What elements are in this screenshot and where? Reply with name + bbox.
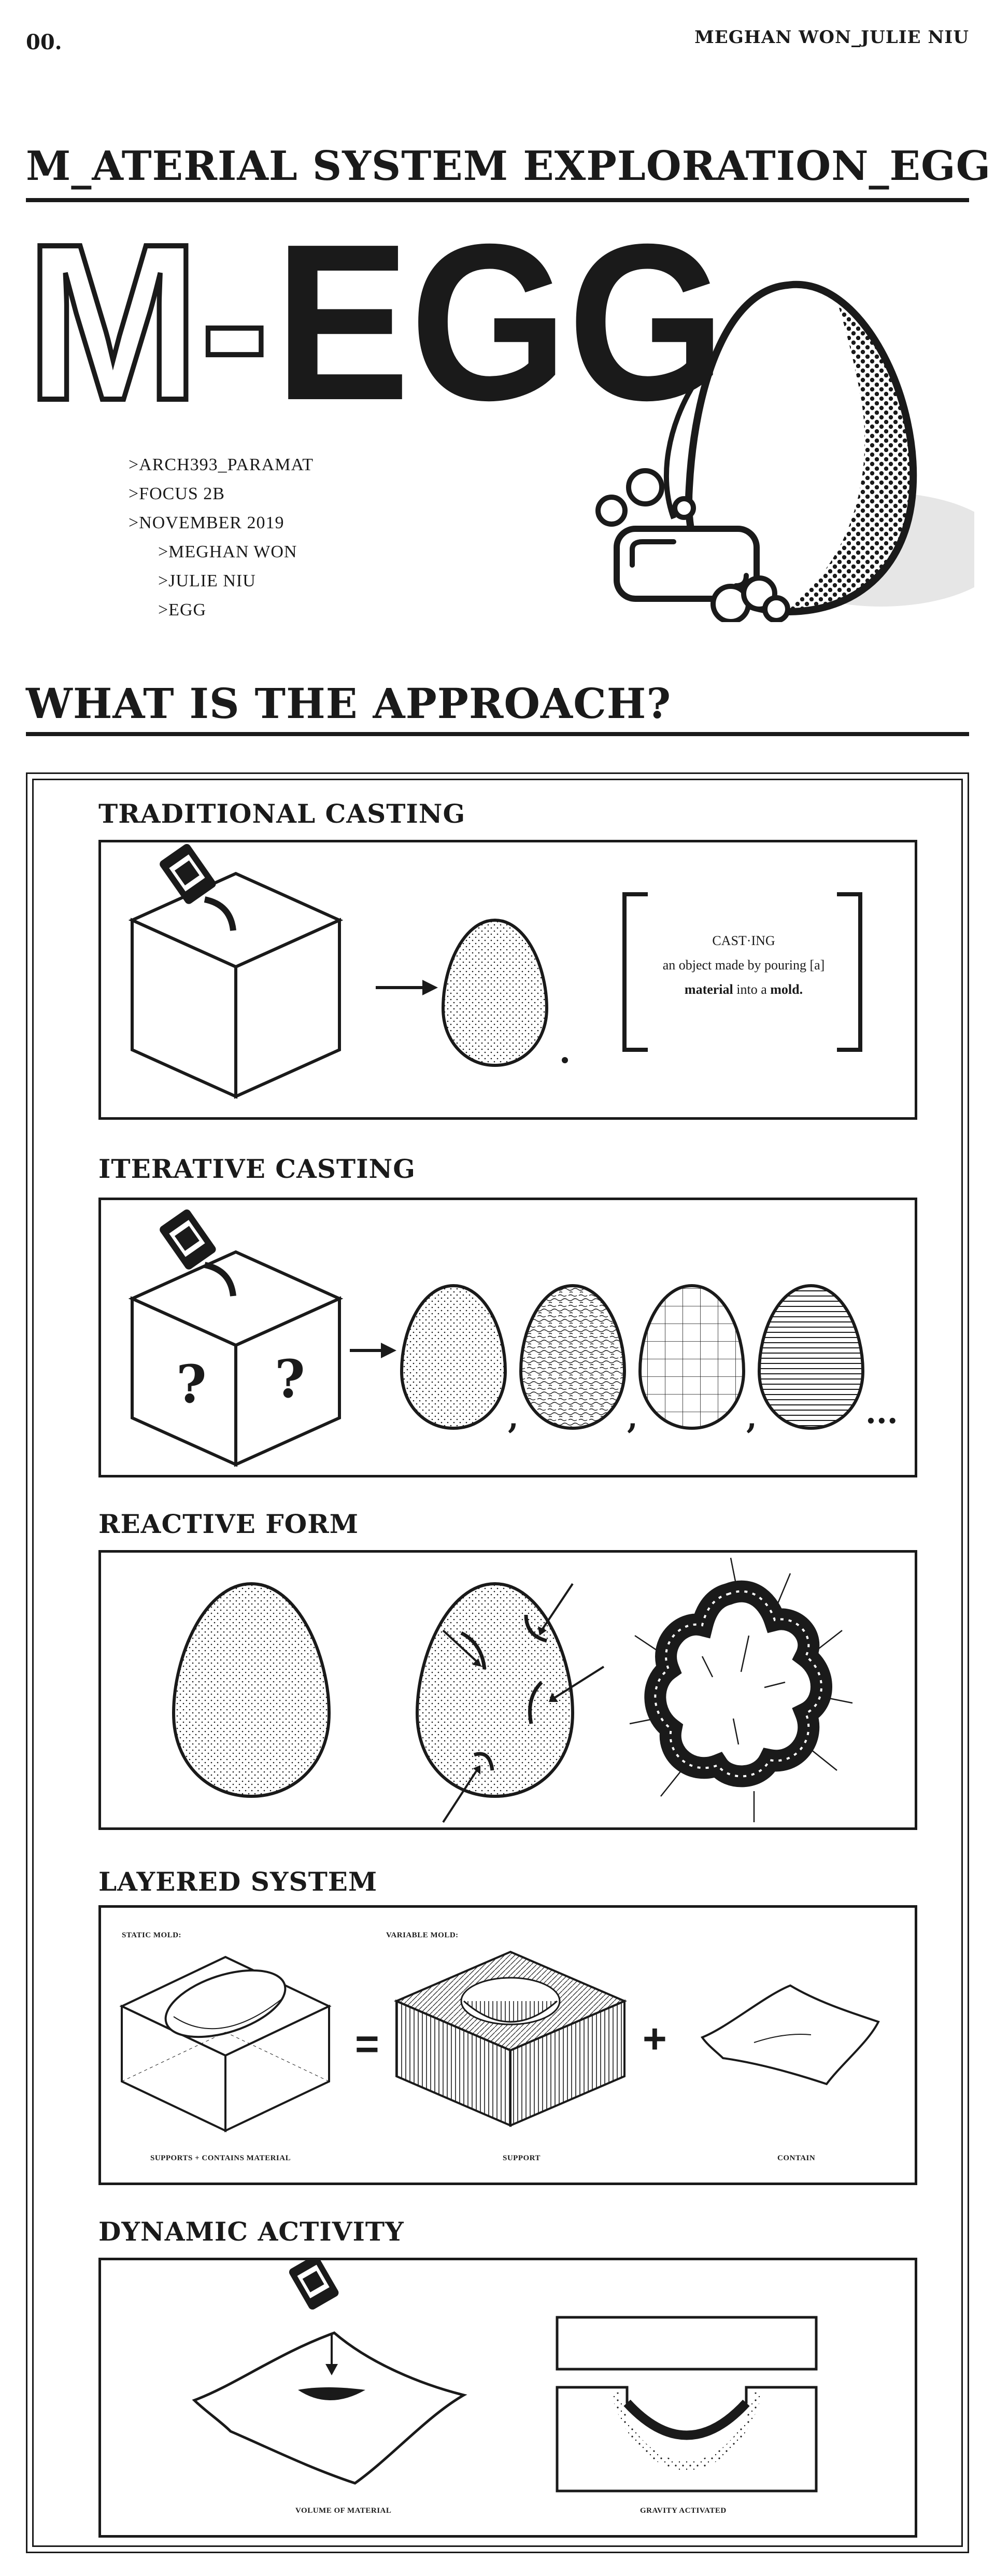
logo-m: M- [26,228,269,447]
authors: MEGHAN WON_JULIE NIU [694,27,969,48]
section-rule [26,732,969,736]
iterative-casting-panel [98,1198,917,1477]
meta-course: >ARCH393_PARAMAT [129,455,314,474]
section-title: WHAT IS THE APPROACH? [26,679,672,728]
traditional-casting-panel [98,840,917,1120]
static-mold-label: STATIC MOLD: [122,1931,182,1939]
definition-line-1: an object made by pouring [a] [662,958,825,973]
plus-sign: + [643,2016,667,2062]
logo-illustration [21,228,974,622]
definition-material: material [684,982,733,997]
iterative-ellipsis: ... [865,1395,898,1431]
equals-sign: = [355,2021,379,2067]
title-rule [26,198,969,202]
layered-system-panel [98,1905,917,2185]
variable-mold-label: VARIABLE MOLD: [386,1931,459,1939]
reactive-form-title: REACTIVE FORM [98,1509,359,1539]
meta-subject: >EGG [158,600,207,620]
dynamic-activity-title: DYNAMIC ACTIVITY [98,2216,404,2247]
definition-mid: into a [736,982,767,997]
meta-author-1: >MEGHAN WON [158,542,297,561]
meta-date: >NOVEMBER 2019 [129,513,285,532]
svg-text:,: , [627,1400,638,1436]
reactive-form-diagram [101,1553,915,1827]
definition-word: CAST·ING [712,933,775,948]
layered-system-title: LAYERED SYSTEM [98,1866,378,1897]
iterative-casting-diagram [101,1200,915,1475]
reactive-form-panel [98,1550,917,1830]
caption-supports-contains: SUPPORTS + CONTAINS MATERIAL [150,2154,291,2162]
traditional-casting-diagram [101,842,915,1117]
svg-text:?: ? [176,1354,207,1415]
meta-author-2: >JULIE NIU [158,571,256,590]
dynamic-activity-panel [98,2258,917,2538]
caption-volume: VOLUME OF MATERIAL [295,2507,392,2515]
layered-system-diagram [101,1908,915,2183]
meta-focus: >FOCUS 2B [129,484,225,503]
dynamic-activity-diagram [101,2260,915,2535]
definition-mold: mold. [770,982,803,997]
traditional-casting-title: TRADITIONAL CASTING [98,798,466,829]
caption-gravity: GRAVITY ACTIVATED [640,2507,727,2515]
page-number: 00. [26,30,62,54]
caption-contain: CONTAIN [777,2154,816,2162]
svg-text:?: ? [275,1348,305,1410]
logo-egg: EGG [275,228,726,447]
page-title: M_ATERIAL SYSTEM EXPLORATION_EGG [26,143,991,190]
svg-text:,: , [508,1400,519,1436]
definition-line-2 [630,982,858,997]
svg-text:,: , [746,1400,757,1436]
iterative-casting-title: ITERATIVE CASTING [98,1153,416,1184]
caption-support: SUPPORT [503,2154,541,2162]
